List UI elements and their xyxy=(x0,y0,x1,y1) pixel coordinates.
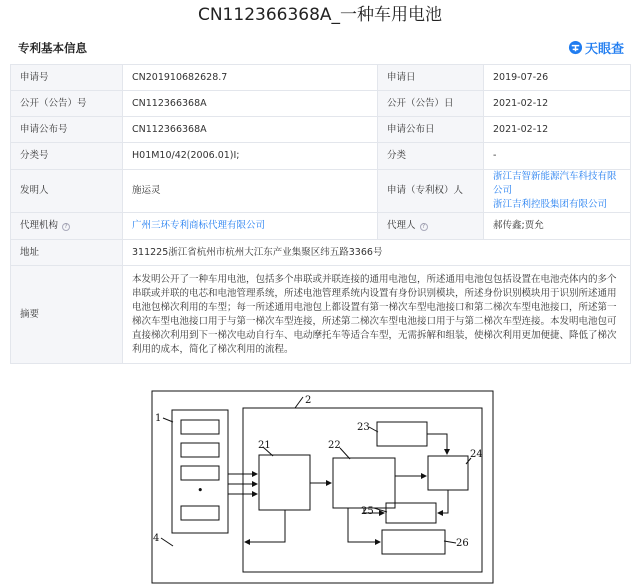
label-app-date: 申请日 xyxy=(378,65,484,91)
page-title: CN112366368A_一种车用电池 xyxy=(197,5,443,25)
value-app-date: 2019-07-26 xyxy=(484,65,631,91)
label-applicant: 申请（专利权）人 xyxy=(378,170,484,213)
cell-group-box xyxy=(172,410,228,533)
value-abstract: 本发明公开了一种车用电池，包括多个串联或并联连接的通用电池包，所述通用电池包包括设置在电池壳体内的多个串联或并联的电芯和电池管理系统，所述电池管理系统内设置有身份识别模块，所述身份识别模块用于识别所述通用电池包梯次利用的车型；每一所述通用电池包上都设置有第一梯次车型电池接口和第二梯次车型电池接口，所述第一梯次车型电池接口用于与第一梯次车型连接，所述第二梯次车型电池接口用于与第二梯次车型连接。本发明电池包可直接梯次利用到下一梯次电动自行车、电动摩托车等适合车型，无需拆解和组装，使梯次利用更加便捷、降低了梯次利用的成本，简化了梯次利用的流程。 xyxy=(123,266,631,364)
value-pub-date: 2021-02-12 xyxy=(484,91,631,117)
ellipsis-dots: • xyxy=(197,484,204,497)
table-row xyxy=(11,240,631,266)
value-class-no: H01M10/42(2006.01)I; xyxy=(123,143,378,170)
ref-label: 2 xyxy=(305,395,312,406)
ref-label: 26 xyxy=(456,538,469,549)
table-row xyxy=(11,170,631,213)
label-inventor: 发明人 xyxy=(11,170,123,213)
brand-name: 天眼查 xyxy=(584,42,624,57)
value-address: 311225浙江省杭州市杭州大江东产业集聚区纬五路3366号 xyxy=(123,240,631,266)
label-category: 分类 xyxy=(378,143,484,170)
cell-block xyxy=(181,466,219,480)
cell-block xyxy=(181,420,219,434)
cell-block xyxy=(181,443,219,457)
tianyancha-logo-icon xyxy=(568,40,583,55)
patent-drawing xyxy=(145,388,500,586)
module-24 xyxy=(428,456,468,490)
label-address: 地址 xyxy=(11,240,123,266)
help-icon[interactable]: ? xyxy=(420,223,428,231)
table-row xyxy=(11,266,631,364)
agency-link[interactable]: 广州三环专利商标代理有限公司 xyxy=(132,220,266,231)
value-inventor: 施运灵 xyxy=(123,170,378,213)
applicant-link[interactable]: 浙江吉智新能源汽车科技有限公司 xyxy=(493,171,617,196)
module-21 xyxy=(259,455,310,510)
value-category: - xyxy=(484,143,631,170)
module-23 xyxy=(377,422,427,446)
ref-label: 25 xyxy=(361,506,374,517)
help-icon[interactable]: ? xyxy=(62,223,70,231)
label-pub-date: 公开（公告）日 xyxy=(378,91,484,117)
section-title: 专利基本信息 xyxy=(18,41,87,55)
ref-label: 22 xyxy=(328,440,341,451)
value-applicants xyxy=(484,170,631,213)
ref-label: 24 xyxy=(470,449,483,460)
table-row xyxy=(11,91,631,117)
value-pub-no: CN112366368A xyxy=(123,91,378,117)
label-class-no: 分类号 xyxy=(11,143,123,170)
value-app-no: CN201910682628.7 xyxy=(123,65,378,91)
label-app-no: 申请号 xyxy=(11,65,123,91)
label-agency xyxy=(11,213,123,240)
ref-label: 1 xyxy=(155,413,162,424)
applicant-link[interactable]: 浙江吉利控股集团有限公司 xyxy=(493,199,608,210)
ref-label: 4 xyxy=(153,533,160,544)
label-agent-text: 代理人 xyxy=(387,220,416,231)
value-pub-app-date: 2021-02-12 xyxy=(484,117,631,143)
label-pub-no: 公开（公告）号 xyxy=(11,91,123,117)
table-row xyxy=(11,143,631,170)
brand-logo[interactable] xyxy=(568,38,624,57)
patent-info-table xyxy=(10,64,631,364)
ref-label: 23 xyxy=(357,422,370,433)
label-pub-app-date: 申请公布日 xyxy=(378,117,484,143)
module-22 xyxy=(333,458,395,508)
label-pub-app-no: 申请公布号 xyxy=(11,117,123,143)
value-pub-app-no: CN112366368A xyxy=(123,117,378,143)
module-26 xyxy=(382,530,445,554)
table-row xyxy=(11,213,631,240)
label-agent xyxy=(378,213,484,240)
cell-block xyxy=(181,506,219,520)
label-abstract: 摘要 xyxy=(11,266,123,364)
table-row xyxy=(11,117,631,143)
label-agency-text: 代理机构 xyxy=(20,220,59,231)
ref-label: 21 xyxy=(258,440,271,451)
table-row xyxy=(11,65,631,91)
value-agent: 郝传鑫;贾允 xyxy=(484,213,631,240)
battery-diagram xyxy=(145,388,500,586)
value-agency xyxy=(123,213,378,240)
module-25 xyxy=(386,503,436,523)
